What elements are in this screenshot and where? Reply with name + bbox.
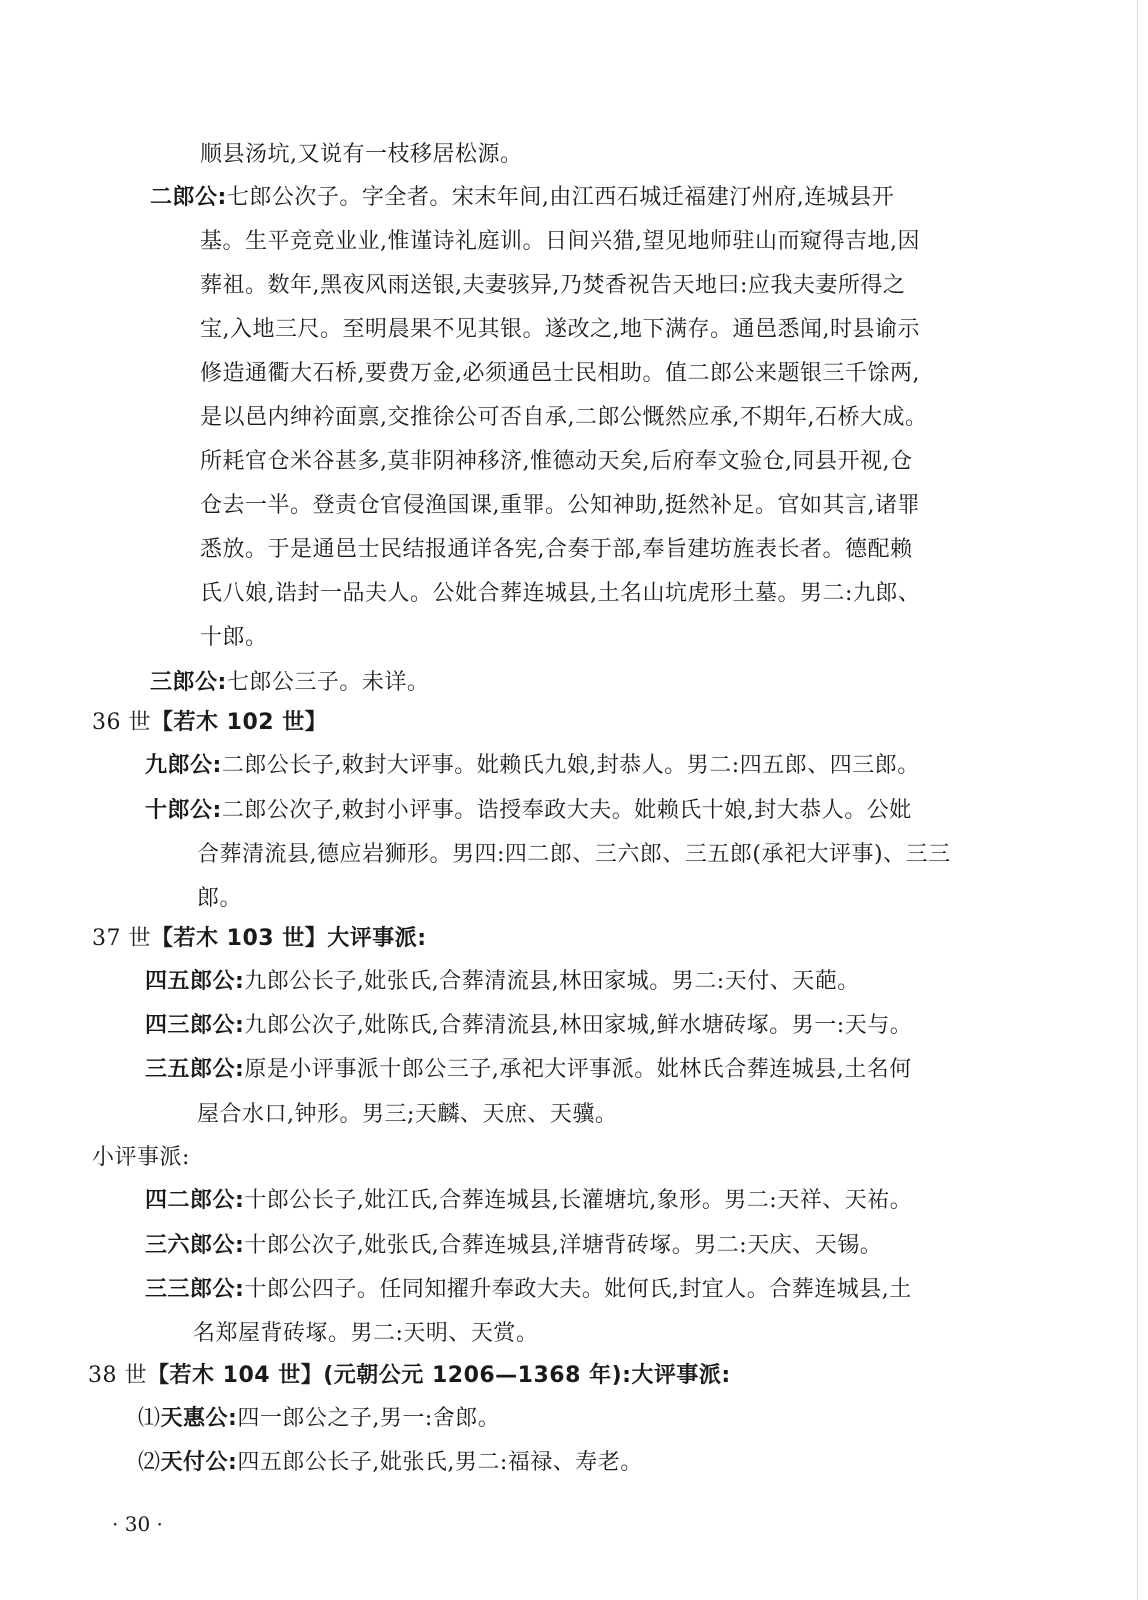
text-line	[193, 1319, 538, 1349]
text-line	[138, 1404, 500, 1434]
page-number: · 30 ·	[112, 1512, 163, 1536]
text-run: 四五郎公长子,妣张氏,男二:福禄、寿老。	[237, 1450, 643, 1475]
text-run: 十郎。	[200, 625, 268, 650]
text-line	[200, 623, 268, 653]
text-run: 原是小评事派十郎公三子,承祀大评事派。妣林氏合葬连城县,土名何	[244, 1057, 912, 1082]
text-run: 小评事派:	[92, 1145, 190, 1170]
text-run: 仓去一半。登责仓官侵渔国课,重罪。公知神助,挺然补足。官如其言,诸罪	[200, 493, 920, 518]
text-line	[200, 315, 920, 345]
text-run: 十郎公长子,妣江氏,合葬连城县,长灌塘坑,象形。男二:天祥、天祐。	[244, 1188, 913, 1213]
text-line	[145, 1011, 912, 1041]
text-run: 二郎公长子,敕封大评事。妣赖氏九娘,封恭人。男二:四五郎、四三郎。	[221, 753, 920, 778]
bold-heading-text: 【若木 103 世】大评事派:	[151, 926, 427, 951]
text-line	[200, 491, 920, 521]
text-run: 十郎公次子,妣张氏,合葬连城县,洋塘背砖塚。男二:天庆、天锡。	[244, 1233, 883, 1258]
text-line	[145, 1231, 882, 1261]
text-run: ⑴	[138, 1406, 161, 1431]
text-line	[200, 140, 523, 170]
bold-heading-text: 四三郎公:	[145, 1013, 245, 1038]
bold-heading-text: 天付公:	[160, 1450, 238, 1475]
bold-heading-text: 四二郎公:	[145, 1188, 245, 1213]
text-run: 二郎公次子,敕封小评事。诰授奉政大夫。妣赖氏十娘,封大恭人。公妣	[221, 798, 912, 823]
text-line	[200, 227, 920, 257]
text-line	[200, 579, 920, 609]
bold-heading-text: 【若木 102 世】	[151, 710, 328, 735]
text-run: 宝,入地三尺。至明晨果不见其银。遂改之,地下满存。通邑悉闻,时县谕示	[200, 317, 920, 342]
text-run: 七郎公次子。字全者。宋末年间,由江西石城迁福建汀州府,连城县开	[226, 185, 895, 210]
bold-heading-text: 三三郎公:	[145, 1277, 245, 1302]
text-line	[145, 1186, 912, 1216]
text-run: 七郎公三子。未详。	[226, 670, 430, 695]
text-run: 郎。	[197, 886, 243, 911]
text-line	[92, 924, 427, 954]
text-line	[197, 884, 242, 914]
text-line	[197, 840, 951, 870]
text-line	[150, 183, 894, 213]
text-line	[92, 708, 327, 738]
text-line	[138, 1448, 643, 1478]
text-run: 十郎公四子。任同知擢升奉政大夫。妣何氏,封宜人。合葬连城县,土	[244, 1277, 912, 1302]
text-line	[200, 403, 927, 433]
text-run: 四一郎公之子,男一:舍郎。	[237, 1406, 501, 1431]
text-run: 屋合水口,钟形。男三;天麟、天庶、天骥。	[197, 1102, 618, 1127]
text-line	[200, 447, 912, 477]
text-line	[145, 751, 920, 781]
text-run: 氏八娘,诰封一品夫人。公妣合葬连城县,土名山坑虎形土墓。男二:九郎、	[200, 581, 921, 606]
text-run: 36 世	[92, 710, 151, 735]
text-line	[197, 1100, 617, 1130]
text-run: 是以邑内绅衿面禀,交推徐公可否自承,二郎公慨然应承,不期年,石桥大成。	[200, 405, 928, 430]
text-line	[145, 1275, 912, 1305]
text-line	[200, 271, 905, 301]
bold-heading-text: 九郎公:	[145, 753, 222, 778]
bold-heading-text: 十郎公:	[145, 798, 222, 823]
bold-heading-text: 二郎公:	[150, 185, 227, 210]
text-run: 九郎公次子,妣陈氏,合葬清流县,林田家城,鲜水塘砖塚。男一:天与。	[244, 1013, 913, 1038]
text-line	[145, 967, 860, 997]
text-run: ⑵	[138, 1450, 161, 1475]
text-run: 38 世	[88, 1363, 147, 1388]
text-line	[88, 1361, 731, 1391]
text-line	[150, 668, 429, 698]
text-line	[200, 359, 920, 389]
text-line	[200, 535, 913, 565]
text-run: 修造通衢大石桥,要费万金,必须通邑士民相助。值二郎公来题银三千馀两,	[200, 361, 920, 386]
text-run: 基。生平竞竞业业,惟谨诗礼庭训。日间兴猎,望见地师驻山而窥得吉地,因	[200, 229, 920, 254]
text-run: 37 世	[92, 926, 151, 951]
text-run: 葬祖。数年,黑夜风雨送银,夫妻骇异,乃焚香祝告天地曰:应我夫妻所得之	[200, 273, 906, 298]
scan-edge-line	[1137, 0, 1138, 1600]
bold-heading-text: 三五郎公:	[145, 1057, 245, 1082]
text-run: 九郎公长子,妣张氏,合葬清流县,林田家城。男二:天付、天葩。	[244, 969, 860, 994]
text-run: 悉放。于是通邑士民结报通详各宪,合奏于部,奉旨建坊旌表长者。德配赖	[200, 537, 913, 562]
text-run: 所耗官仓米谷甚多,莫非阴神移济,惟德动天矣,后府奉文验仓,同县开视,仓	[200, 449, 913, 474]
text-run: 顺县汤坑,又说有一枝移居松源。	[200, 142, 523, 167]
text-run: 名郑屋背砖塚。男二:天明、天赏。	[193, 1321, 539, 1346]
text-run: 合葬清流县,德应岩狮形。男四:四二郎、三六郎、三五郎(承祀大评事)、三三	[197, 842, 951, 867]
bold-heading-text: 天惠公:	[160, 1406, 238, 1431]
text-line	[145, 796, 912, 826]
bold-heading-text: 三六郎公:	[145, 1233, 245, 1258]
bold-heading-text: 【若木 104 世】(元朝公元 1206—1368 年):大评事派:	[147, 1363, 731, 1388]
bold-heading-text: 四五郎公:	[145, 969, 245, 994]
text-line	[145, 1055, 912, 1085]
text-line	[92, 1143, 190, 1173]
bold-heading-text: 三郎公:	[150, 670, 227, 695]
